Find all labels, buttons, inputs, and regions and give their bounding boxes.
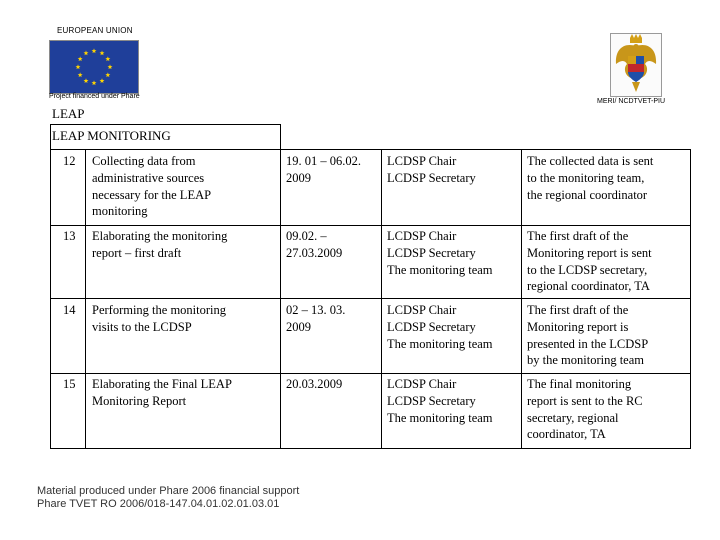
footer-line-2: Phare TVET RO 2006/018-147.04.01.02.01.03.01 (37, 498, 280, 510)
responsible-cell: LCDSP Chair LCDSP Secretary (387, 154, 476, 185)
result-cell: The first draft of the Monitoring report is sent to the LCDSP secretary, regional coordinator, TA (527, 229, 652, 294)
result-cell: The final monitoring report is sent to the RC secretary, regional coordinator, TA (527, 377, 643, 442)
monitoring-title: LEAP MONITORING (52, 128, 171, 143)
period-cell: 02 – 13. 03. 2009 (286, 303, 346, 334)
footer-note (37, 485, 299, 511)
responsible-cell: LCDSP Chair LCDSP Secretary The monitoring team (387, 303, 493, 351)
table-line (381, 149, 382, 449)
project-note: Project financed under Phare (49, 93, 140, 100)
table-line (85, 149, 86, 449)
responsible-cell: LCDSP Chair LCDSP Secretary The monitoring team (387, 377, 493, 425)
table-line (50, 448, 691, 449)
result-cell: The collected data is sent to the monitoring team, the regional coordinator (527, 154, 654, 202)
coat-of-arms-icon (610, 33, 662, 97)
table-line (690, 149, 691, 449)
period-cell: 20.03.2009 (286, 377, 343, 391)
period-cell: 09.02. – 27.03.2009 (286, 229, 343, 260)
table-line (50, 298, 691, 299)
row-number: 12 (63, 154, 76, 168)
activity-cell: Collecting data from administrative sources necessary for the LEAP monitoring (92, 154, 212, 219)
period-cell: 19. 01 – 06.02. 2009 (286, 154, 361, 185)
ministry-code: MERI/ NCDTVET-PIU (597, 98, 666, 105)
result-cell: The first draft of the Monitoring report is presented in the LCDSP by the monitoring team (527, 303, 649, 368)
eu-label: EUROPEAN UNION (57, 26, 133, 35)
table-line (521, 149, 522, 449)
activity-cell: Elaborating the monitoring report – first draft (92, 229, 228, 260)
eu-flag-icon (49, 40, 139, 94)
table-line (50, 225, 691, 226)
activity-cell: Performing the monitoring visits to the LCDSP (92, 303, 227, 334)
table-line (50, 149, 691, 150)
table-line (50, 124, 281, 125)
leap-title: LEAP (52, 106, 85, 121)
row-number: 13 (63, 229, 76, 243)
row-number: 15 (63, 377, 76, 391)
row-number: 14 (63, 303, 76, 317)
table-line (50, 124, 51, 449)
responsible-cell: LCDSP Chair LCDSP Secretary The monitoring team (387, 229, 493, 277)
table-line (50, 373, 691, 374)
table-line (280, 124, 281, 449)
footer-line-1: Material produced under Phare 2006 financial support (37, 485, 300, 497)
activity-cell: Elaborating the Final LEAP Monitoring Report (92, 377, 232, 408)
